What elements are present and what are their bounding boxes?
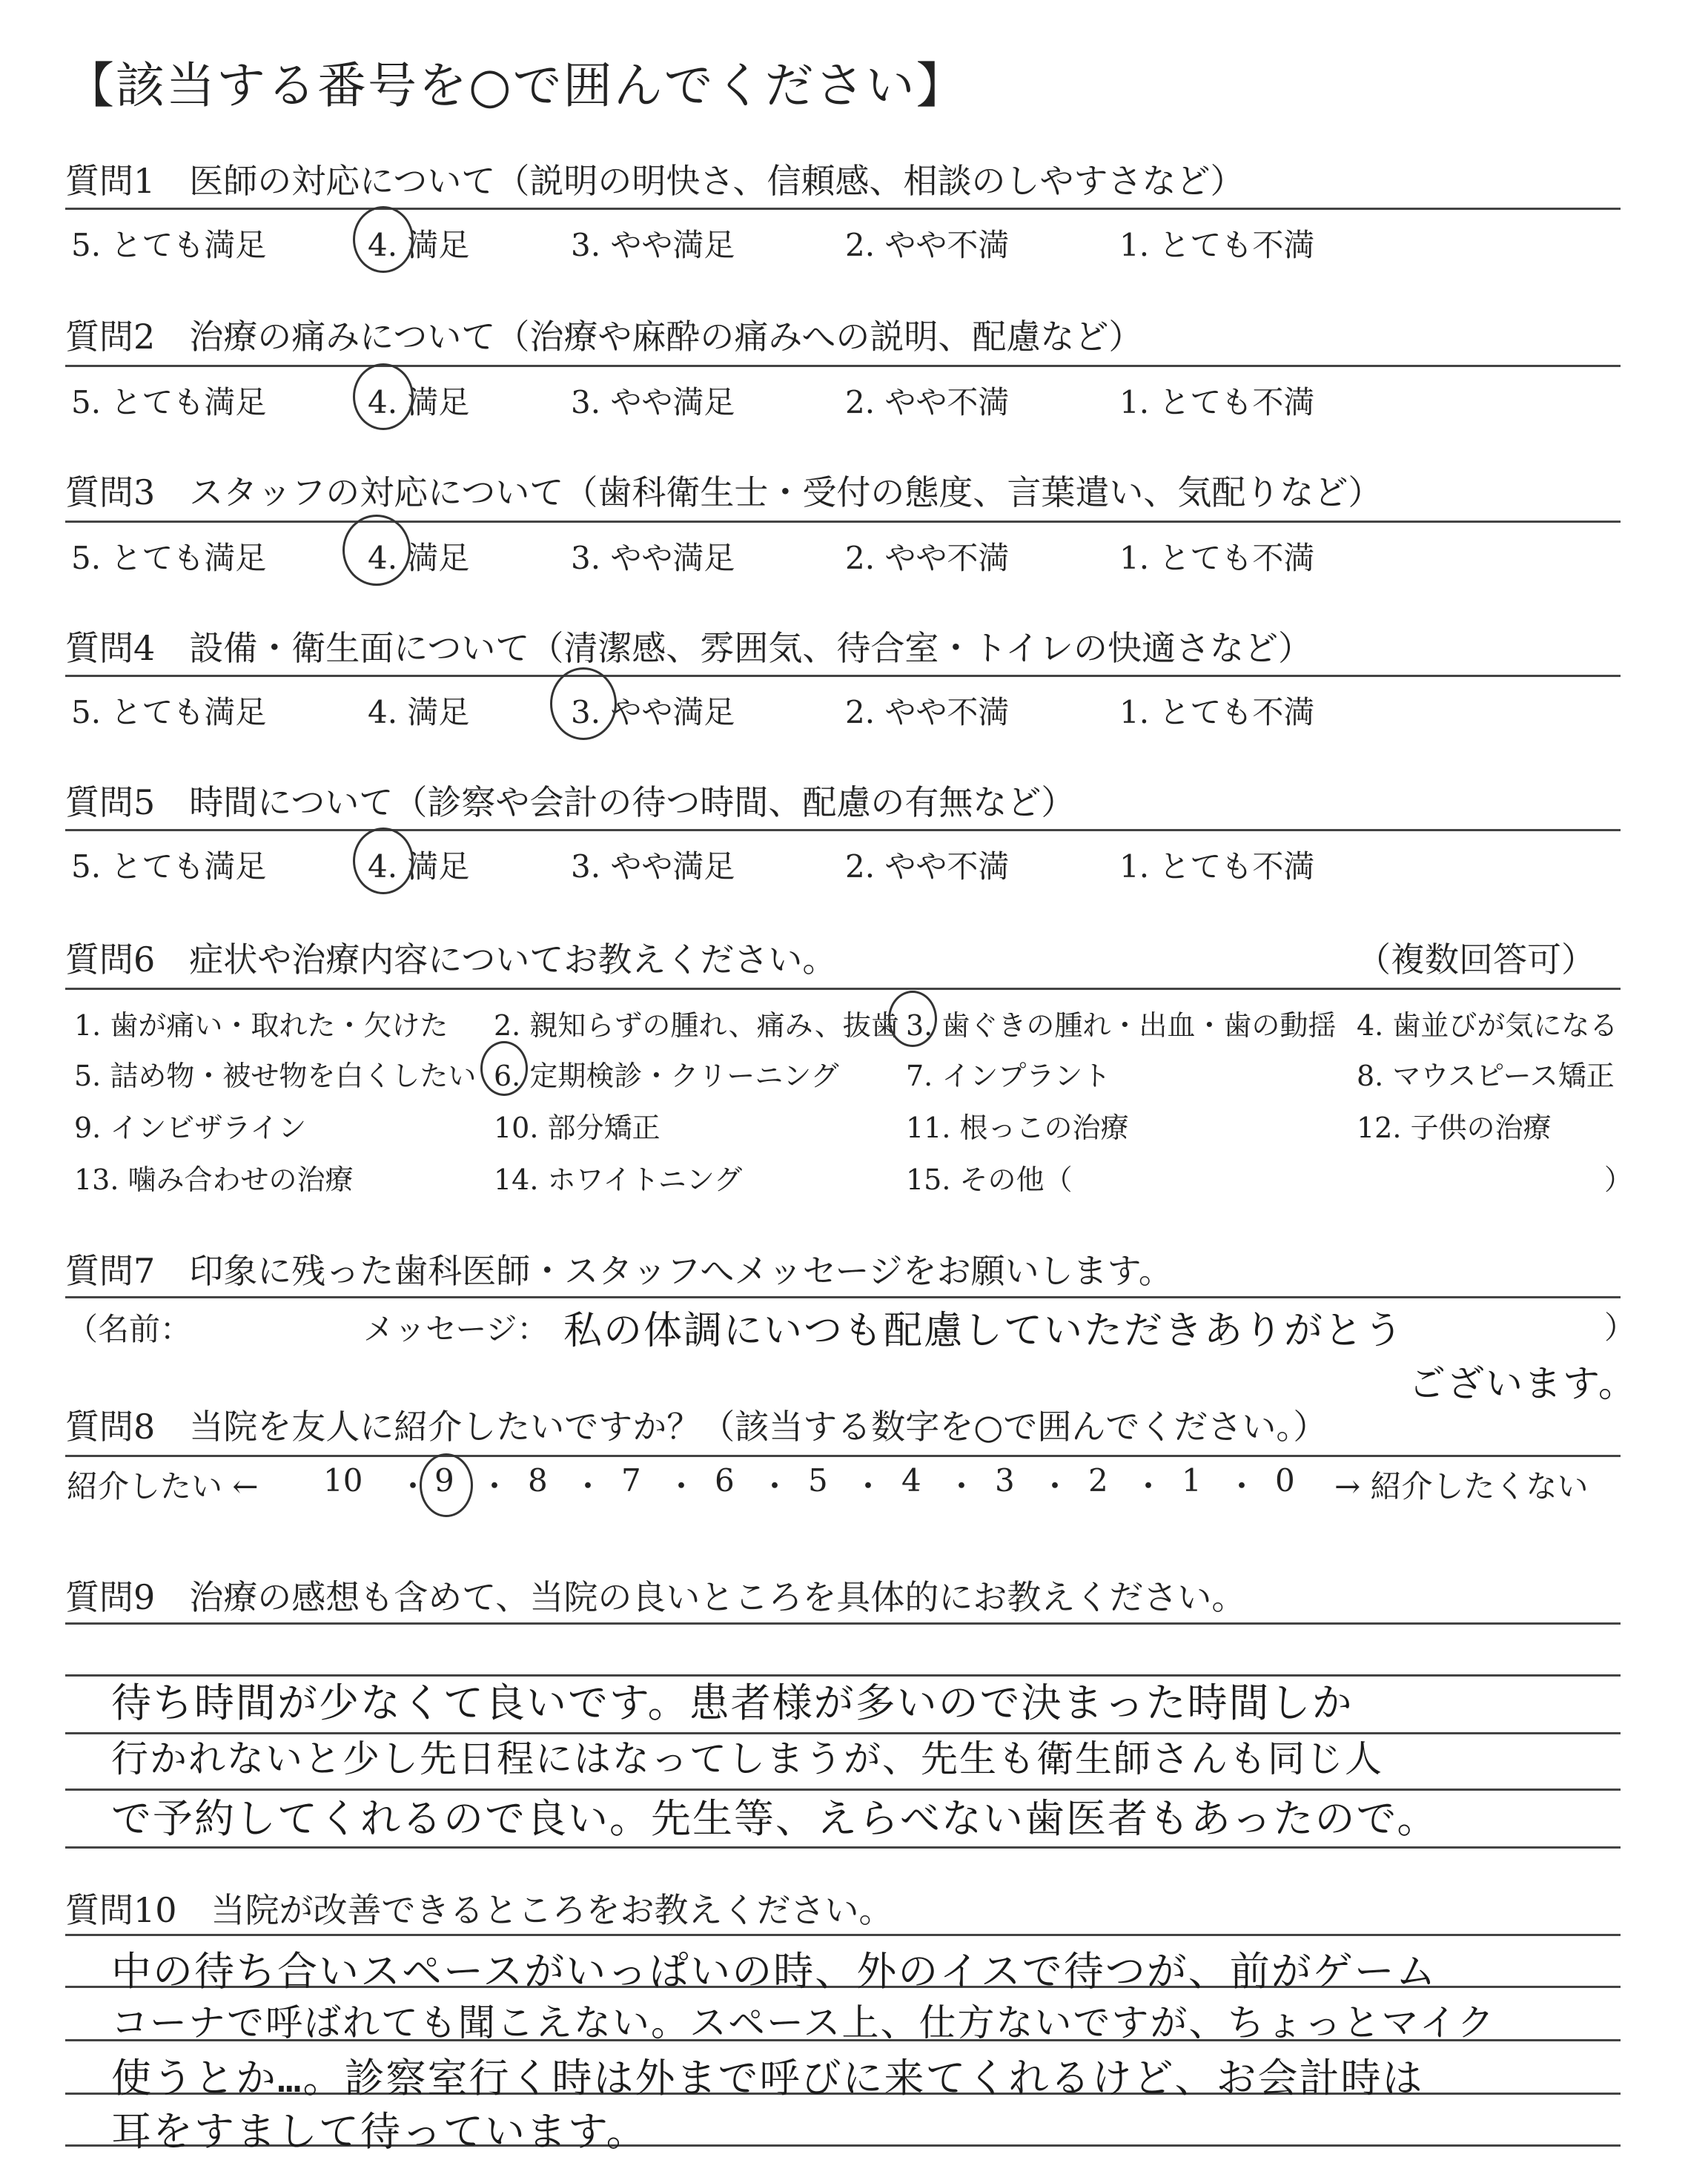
name-label: （名前： [67,1311,192,1347]
q6-option-6[interactable]: 6. 定期検診・クリーニング [494,1060,839,1092]
question-9-title: 質問9 治療の感想も含めて、当院の良いところを具体的にお教えください。 [65,1577,1246,1617]
q6-option-9[interactable]: 9. インビザライン [74,1112,307,1144]
q1-option-4[interactable]: 4. 満足 [368,227,470,263]
score-3[interactable]: 3 [995,1462,1015,1499]
q3-option-3[interactable]: 3. やや満足 [571,540,735,576]
q5-selection-circle [353,828,414,894]
q6-option-1[interactable]: 1. 歯が痛い・取れた・欠けた [74,1009,448,1042]
question-4-title: 質問4 設備・衛生面について（清潔感、雰囲気、待合室・トイレの快適さなど） [65,628,1313,668]
score-dot: ・ [759,1468,791,1505]
q2-option-1[interactable]: 1. とても不満 [1119,384,1315,420]
score-dot: ・ [572,1468,604,1505]
message-line-1: 私の体調にいつも配慮していただきありがとう [563,1309,1405,1353]
rule [65,365,1621,367]
score-9[interactable]: 9 [434,1462,454,1499]
q10-answer-line-3: 使うとか…。診察室行く時は外まで呼びに来てくれるけど、お会計時は [111,2055,1424,2101]
q5-option-3[interactable]: 3. やや満足 [571,848,735,885]
score-dot: ・ [1133,1468,1165,1505]
score-4[interactable]: 4 [901,1462,921,1499]
q10-answer-line-2: コーナで呼ばれても聞こえない。スペース上、仕方ないですが、ちょっとマイク [111,2001,1496,2044]
score-10[interactable]: 10 [323,1462,363,1499]
q2-selection-circle [353,363,414,430]
score-dot: ・ [479,1468,511,1505]
q6-option-13[interactable]: 13. 噛み合わせの治療 [74,1163,354,1196]
q1-option-2[interactable]: 2. やや不満 [845,227,1010,263]
rule [65,1455,1621,1457]
recommend-left-label: 紹介したい ← [67,1468,259,1505]
q10-answer-line-4: 耳をすまして待っています。 [111,2108,648,2155]
q4-option-1[interactable]: 1. とても不満 [1119,694,1315,730]
question-8-title: 質問8 当院を友人に紹介したいですか？（該当する数字を○で囲んでください。） [65,1407,1328,1447]
score-6[interactable]: 6 [715,1462,735,1499]
q1-option-3[interactable]: 3. やや満足 [571,227,735,263]
q3-option-4[interactable]: 4. 満足 [368,540,470,576]
q6-option-4[interactable]: 4. 歯並びが気になる [1357,1009,1618,1042]
message-line-2: ございます。 [1409,1362,1637,1405]
q2-option-2[interactable]: 2. やや不満 [845,384,1010,420]
question-2-title: 質問2 治療の痛みについて（治療や麻酔の痛みへの説明、配慮など） [65,317,1143,357]
score-1[interactable]: 1 [1182,1462,1202,1499]
question-10-title: 質問10 当院が改善できるところをお教えください。 [65,1890,893,1930]
q5-option-1[interactable]: 1. とても不満 [1119,848,1315,885]
rule [65,521,1621,523]
q4-option-5[interactable]: 5. とても満足 [71,694,267,730]
q5-option-5[interactable]: 5. とても満足 [71,848,267,885]
question-7-title: 質問7 印象に残った歯科医師・スタッフへメッセージをお願いします。 [65,1251,1173,1291]
q9-answer-line-2: 行かれないと少し先日程にはなってしまうが、先生も衛生師さんも同じ人 [111,1737,1383,1780]
message-close-paren: ） [1604,1309,1636,1346]
score-dot: ・ [853,1468,884,1505]
q6-option-8[interactable]: 8. マウスピース矯正 [1357,1060,1615,1092]
q4-selection-circle [550,667,617,740]
rule [65,829,1621,831]
rule [65,988,1621,990]
rule [65,1846,1621,1849]
multiple-answers-note: （複数回答可） [1357,939,1595,980]
score-dot: ・ [946,1468,978,1505]
q6-other-close-paren: ） [1604,1163,1633,1196]
rule [65,1934,1621,1936]
score-8[interactable]: 8 [528,1462,548,1499]
survey-heading: 【該当する番号を○で囲んでください】 [65,57,967,114]
rule [65,675,1621,677]
q3-option-5[interactable]: 5. とても満足 [71,540,267,576]
question-6-title: 質問6 症状や治療内容についてお教えください。 [65,939,837,980]
q5-option-2[interactable]: 2. やや不満 [845,848,1010,885]
q6-option-12[interactable]: 12. 子供の治療 [1357,1112,1552,1144]
message-label: メッセージ： [363,1311,549,1347]
q2-option-3[interactable]: 3. やや満足 [571,384,735,420]
q8-selection-circle [420,1453,473,1517]
score-2[interactable]: 2 [1088,1462,1108,1499]
q6-option-3[interactable]: 3. 歯ぐきの腫れ・出血・歯の動揺 [906,1009,1337,1042]
q3-selection-circle [342,515,411,586]
q1-option-1[interactable]: 1. とても不満 [1119,227,1315,263]
score-7[interactable]: 7 [621,1462,641,1499]
question-5-title: 質問5 時間について（診察や会計の待つ時間、配慮の有無など） [65,782,1076,822]
q3-option-1[interactable]: 1. とても不満 [1119,540,1315,576]
score-dot: ・ [1226,1468,1258,1505]
score-dot: ・ [1039,1468,1071,1505]
q1-option-5[interactable]: 5. とても満足 [71,227,267,263]
q1-selection-circle [353,206,414,273]
q4-option-3[interactable]: 3. やや満足 [571,694,735,730]
score-dot: ・ [397,1468,429,1505]
q9-answer-line-3: で予約してくれるので良い。先生等、えらべない歯医者もあったので。 [111,1795,1439,1842]
q6-option-10[interactable]: 10. 部分矯正 [494,1112,661,1144]
q6-option-6-circle [480,1041,528,1096]
question-1-title: 質問1 医師の対応について（説明の明快さ、信頼感、相談のしやすさなど） [65,161,1245,201]
q5-option-4[interactable]: 4. 満足 [368,848,470,885]
rule [65,1622,1621,1625]
q6-option-14[interactable]: 14. ホワイトニング [494,1163,743,1196]
question-3-title: 質問3 スタッフの対応について（歯科衛生士・受付の態度、言葉遣い、気配りなど） [65,472,1383,512]
q4-option-4[interactable]: 4. 満足 [368,694,470,730]
q6-option-3-circle [888,991,937,1047]
score-5[interactable]: 5 [808,1462,828,1499]
rule [65,208,1621,210]
q6-option-7[interactable]: 7. インプラント [906,1060,1111,1092]
score-dot: ・ [666,1468,698,1505]
q6-option-5[interactable]: 5. 詰め物・被せ物を白くしたい [74,1060,477,1092]
score-0[interactable]: 0 [1275,1462,1295,1499]
q6-option-11[interactable]: 11. 根っこの治療 [906,1112,1129,1144]
q6-option-2[interactable]: 2. 親知らずの腫れ、痛み、抜歯 [494,1009,899,1042]
q9-answer-line-1: 待ち時間が少なくて良いです。患者様が多いので決まった時間しか [111,1680,1354,1726]
q4-option-2[interactable]: 2. やや不満 [845,694,1010,730]
q2-option-5[interactable]: 5. とても満足 [71,384,267,420]
q2-option-4[interactable]: 4. 満足 [368,384,470,420]
q3-option-2[interactable]: 2. やや不満 [845,540,1010,576]
q10-answer-line-1: 中の待ち合いスペースがいっぱいの時、外のイスで待つが、前がゲーム [111,1948,1437,1995]
recommend-right-label: → 紹介したくない [1334,1468,1589,1505]
q6-option-15[interactable]: 15. その他（ [906,1163,1073,1196]
rule [65,1296,1621,1298]
